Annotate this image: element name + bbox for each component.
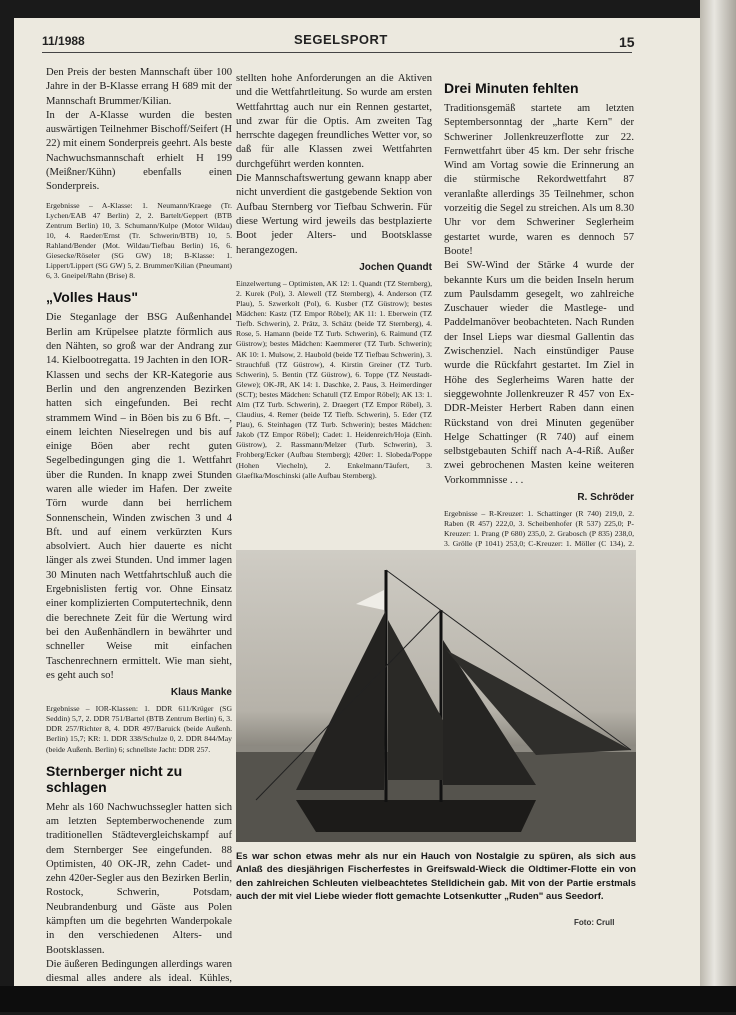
paragraph: stellten hohe Anforderungen an die Aktiven und die Wettfahrtleitung. So wurde am ersten Wettfahrttag auch nur ein Rennen gestartet, und zwar für die Optis. Am zweiten Tag herrschte dagegen freundliches Wetter vor, so daß für alle Klassen zwei Wettfahrten durchgeführt werden konnten. bbox=[236, 73, 432, 170]
article-heading-drei-minuten: Drei Minuten fehlten bbox=[444, 80, 579, 96]
book-spine bbox=[700, 0, 736, 1012]
column-right bbox=[444, 72, 634, 552]
page-header bbox=[14, 18, 700, 58]
results-einzelwertung: Einzelwertung – Optimisten, AK 12: 1. Quandt (TZ Sternberg), 2. Kurek (Pol), 3. Alewell (TZ Sternberg), 4. Anderson (TZ Plau), 5. Szwerkolt (Pol), 6. Kusber (TZ Güstrow); bestes Mädchen: Kastz (TZ Empor Röbel); AK 11: 1. Eberwein (TZ Tiefb. Schwerin), 2. Prätz, 3. Schätz (beide TZ Sternberg), 4. Rose, 5. Hamann (beide TZ Turb. Schwerin), 6. Raimund (TZ Güstrow); bestes Mädchen: Kaemmerer (TZ Turb. Schwerin); AK 10: 1. Mulsow, 2. Haubold (beide TZ Tiefbau Schwerin), 3. Strauchfuß (TZ Güstrow), 4. Kirstin Greiner (TZ Turb. Schwerin), 5. Bentin (TZ Güstrow), 6. Toppe (TZ Neustadt-Glewe); OK-JR, AK 14: 1. Daschke, 2. Paus, 3. Heimerdinger (SCT); bestes Mädchen: Schatull (TZ Empor Röbel); AK 13: 1. Alm (TZ Turb. Schwerin), 2. Draegert (TZ Empor Röbel), 3. Claudius, 4. Remer (beide TZ Tiefb. Schwerin), 5. Eder (TZ Plau), 6. Steinhagen (TZ Turb. Schwerin); bestes Mädchen: Jakob (TZ Empor Röbel); Cadet: 1. Heidenreich/Hoja (Einh. Güstrow), 2. Rassmann/Melzer (Turb. Schwerin), 3. Frohberg/Ecker (Aufbau Sternberg); 420er: 1. Slobeda/Poppe (Hohen Viecheln), 2. Enkelmann/Täufert, 3. Glaeflka/Moschinski (alle Aufbau Sternberg). bbox=[236, 278, 433, 480]
photo-credit: Foto: Crull bbox=[574, 918, 615, 927]
results-r-kreuzer: Ergebnisse – R-Kreuzer: 1. Schattinger (R 740) 219,0, 2. Raben (R 457) 222,0, 3. Scheibenhofer (R 537) 225,0; P-Kreuzer: 1. Prang (P 680) 235,0, 2. Grabosch (P 835) 238,0, 3. Grölle (P 1041) 253,0; C-Kreuzer: 1. Möller (C 134), 2. bbox=[444, 509, 634, 549]
paragraph: Die Steganlage der BSG Außenhandel Berlin am Krüpelsee platzte förmlich aus den Nähten, so groß war der Andrang zur 14. Kielbootregatta. 19 Jachten in den IOR-Klassen und sechs der KR-Kategorie aus Berlin und den angrenzenden Bezirken hatten sich eingefunden. Bei recht strammem Wind – in Böen bis zu 6 Bft. –, einem leichten Nieselregen und bis auf einige Böen aber recht guten Segelbedingungen ging die 1. Wettfahrt über die Runden. In knapp zwei Stunden waren alle wieder im Hafen. Der zweite Törn wurde dann bei herrlichem Sonnenschein, Winden zwischen 3 und 4 Bft. und auf einem verkürzten Kurs absolviert. Auch hier dauerte es nicht länger als zwei Stunden. Und immer lagen 30 Minuten nach Wettfahrtschluß auch die Ergebnislisten fertig vor. Ohne Einsatz einer komplizierten Computertechnik, denn die berechnete Zeit für die Wertung wird bei den Außenhändlern in bewährter und schneller Weise mit einfachen Taschenrechnern ermittelt. Wie man sieht, es geht auch so! bbox=[46, 312, 232, 681]
results-a-klasse: Ergebnisse – A-Klasse: 1. Neumann/Kraege (Tr. Lychen/EAB 47 Berlin) 2, 2. Bartelt/Geppert (BTB Zentrum Berlin) 10, 3. Schumann/Kulpe (Motor Wildau) 10, 4. Raeder/Ernst (Tr. Schwerin/BTB) 10, 5. Rahland/Bender (Mot. Wildau/Tiefbau Berlin) 16, 6. Giesecke/Röseler (SG GW) 18; B-Klasse: 1. Lippert/Lippert (SG GW) 5, 2. Brummer/Kilian (Pneumant) 6, 3. Gneipel/Rahn (Brise) 8. bbox=[46, 200, 232, 281]
author-byline: Klaus Manke bbox=[170, 687, 232, 699]
column-left bbox=[46, 66, 232, 986]
author-byline: R. Schröder bbox=[577, 492, 634, 504]
paragraph: In der A-Klasse wurden die besten auswärtigen Teilnehmer Bischoff/Seifert (H 22) mit einem Sonderpreis geehrt. Als beste Nachwuchsmannschaft erhielt H 199 (Meißner/Kühn) ebenfalls einen Sonderpreis. bbox=[46, 109, 232, 193]
ship-illustration bbox=[236, 550, 636, 842]
scan-border bbox=[0, 986, 736, 1012]
paragraph: Die Mannschaftswertung gewann knapp aber nicht unverdient die gastgebende Sektion von Aufbau Sternberg vor Tiefbau Schwerin. Für diese Wertung wird jeweils das bestplazierte Boot jeder Alters- und Bootsklasse herangezogen. bbox=[236, 173, 432, 256]
paragraph: Die äußeren Bedingungen allerdings waren diesmal alles andere als ideal. Kühles, bbox=[46, 958, 232, 985]
article-heading-volles-haus: „Volles Haus" bbox=[46, 289, 138, 306]
paragraph: Bei SW-Wind der Stärke 4 wurde der bekannte Kurs um die beiden Inseln herum zum Paulsdamm gesegelt, wo zahlreiche Zuschauer wieder die Mastlege- und Paddelmanöver beobachteten. Nach Runden der Insel Lieps war diesmal Gallentin das Zwischenziel. Nach einstündiger Pause wurde die Rückfahrt gestartet. Im Ziel in Höhe des Seglerheims Waren hatte der sieggewohnte Jollenkreuzer R 457 von Ex-DDR-Meister Herbert Raben dann einen Rückstand von drei Minuten gegenüber Helge Schattinger (R 740) auf einem selbstgebauten Schiff nach A-4-Riß. Außer zwei gebrochenen Masten keine weiteren Vorkommnisse . . . bbox=[444, 260, 634, 486]
paragraph: Traditionsgemäß startete am letzten Septembersonntag der „harte Kern" der Schweriner Jollenkreuzerflotte zur 22. Fernwettfahrt über 45 km. Der sehr frische Wind am Vortag sowie die Erinnerung an die stürmische Rekordwettfahrt 87 veranlaßte allerdings 35 Teilnehmer, schon vorzeitig die Segel zu streichen. Als um 8.30 Uhr vor dem Schweriner Seglerheim gestartet wurde, waren es dennoch 57 Boote! bbox=[444, 103, 634, 257]
column-middle bbox=[236, 72, 432, 562]
photo-caption: Es war schon etwas mehr als nur ein Hauch von Nostalgie zu spüren, als sich aus Anlaß des diesjährigen Fischerfestes in Greifswald-Wieck die Oldtimer-Flotte ein von den zahlreichen Schleuten vielbeachtetes Stelldichein gab. Mit von der Partie erstmals auch der mit viel Liebe wieder flott gemachte Lotsenkutter „Ruden" aus Seedorf. bbox=[236, 851, 636, 902]
issue-number: 11/1988 bbox=[42, 34, 85, 48]
author-byline: Jochen Quandt bbox=[359, 261, 432, 273]
sailing-ship-photo bbox=[236, 550, 636, 842]
page-number: 15 bbox=[619, 34, 635, 50]
magazine-page bbox=[14, 18, 700, 986]
paragraph: Mehr als 160 Nachwuchssegler hatten sich am letzten Septemberwochenende zum traditionellen Städtevergleichskampf auf dem Sternberger See eingefunden. 88 Optimisten, 40 OK-JR, zehn Cadet- und zehn 420er-Segler aus den Bezirken Berlin, Rostock, Schwerin, Potsdam, Neubrandenburg und Gäste aus Polen kämpften um die begehrten Wanderpokale in den verschiedenen Alters- und Bootsklassen. bbox=[46, 801, 232, 956]
header-rule bbox=[42, 52, 632, 53]
results-ior-klassen: Ergebnisse – IOR-Klassen: 1. DDR 611/Krüger (SG Seddin) 5,7, 2. DDR 751/Bartel (BTB Zentrum Berlin) 6, 3. DDR 257/Richter 8, 4. DDR 497/Baruick (beide Außenh. Berlin) 15,7; KR: 1. DDR 338/Schulze 0, 2. DDR 844/May (beide Außenh. Berlin) 6; schnellste Jacht: DDR 257. bbox=[46, 704, 232, 754]
section-title: SEGELSPORT bbox=[294, 32, 388, 47]
paragraph: Den Preis der besten Mannschaft über 100 Jahre in der B-Klasse errang H 689 mit der Mannschaft Brummer/Kilian. bbox=[46, 67, 232, 107]
article-heading-sternberger: Sternberger nicht zu schlagen bbox=[46, 762, 183, 795]
